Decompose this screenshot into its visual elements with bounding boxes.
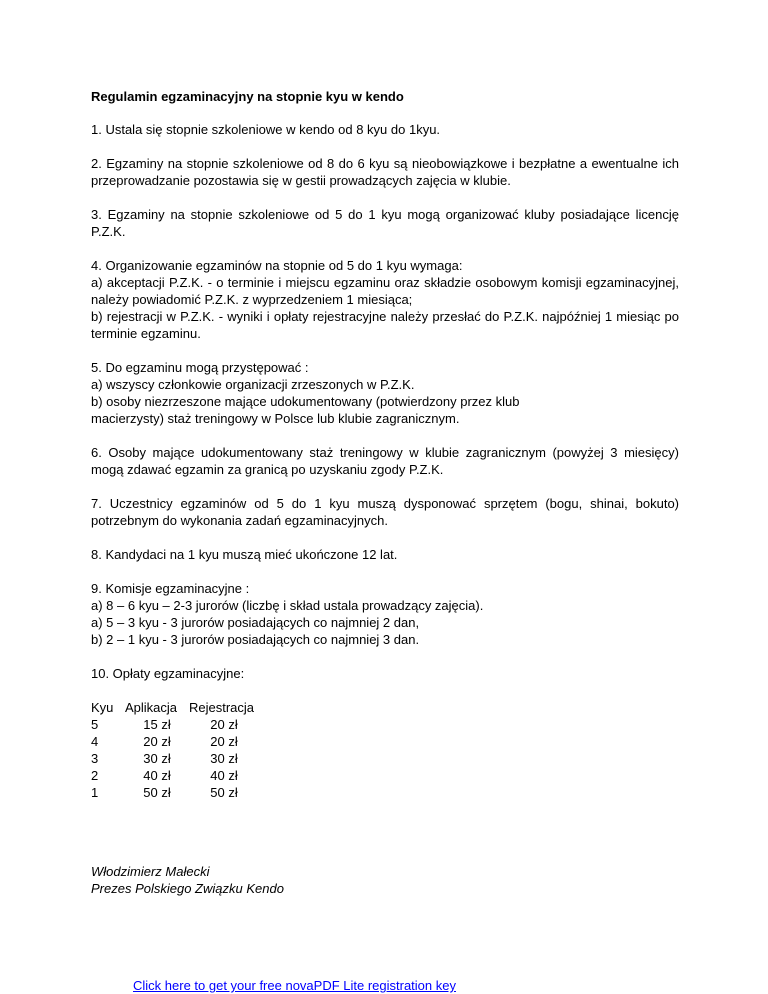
paragraph-9-intro: 9. Komisje egzaminacyjne :	[91, 581, 250, 596]
table-row	[91, 733, 259, 750]
paragraph-8: 8. Kandydaci na 1 kyu muszą mieć ukończone 12 lat.	[91, 547, 398, 562]
fee-cell-rejestracja: 20 zł	[210, 734, 238, 749]
signature-name: Włodzimierz Małecki	[91, 864, 210, 879]
fee-cell-aplikacja: 40 zł	[143, 768, 171, 783]
paragraph-4-intro: 4. Organizowanie egzaminów na stopnie od 5 do 1 kyu wymaga:	[91, 258, 463, 273]
table-row	[91, 767, 259, 784]
paragraph-9-item-a2: a) 5 – 3 kyu - 3 jurorów posiadających co najmniej 2 dan,	[91, 615, 420, 630]
fee-cell-rejestracja: 40 zł	[210, 768, 238, 783]
paragraph-9-item-b: b) 2 – 1 kyu - 3 jurorów posiadających co najmniej 3 dan.	[91, 632, 420, 647]
paragraph-7: 7. Uczestnicy egzaminów od 5 do 1 kyu muszą dysponować sprzętem (bogu, shinai, bokuto) potrzebnym do wykonania zadań egzaminacyjnych.	[91, 496, 679, 528]
paragraph-5-item-a: a) wszyscy członkowie organizacji zrzeszonych w P.Z.K.	[91, 377, 415, 392]
paragraph-9	[91, 580, 679, 648]
fee-header-aplikacja: Aplikacja	[125, 700, 178, 715]
paragraph-3: 3. Egzaminy na stopnie szkoleniowe od 5 do 1 kyu mogą organizować kluby posiadające licencję P.Z.K.	[91, 207, 679, 239]
fee-cell-aplikacja: 30 zł	[143, 751, 171, 766]
paragraph-5-item-b-line1: b) osoby niezrzeszone mające udokumentowany (potwierdzony przez klub	[91, 394, 520, 409]
fee-cell-kyu: 2	[91, 768, 99, 783]
paragraph-2: 2. Egzaminy na stopnie szkoleniowe od 8 do 6 kyu są nieobowiązkowe i bezpłatne a ewentualne ich przeprowadzanie pozostawia się w gestii prowadzących zajęcia w klubie.	[91, 156, 679, 188]
paragraph-1: 1. Ustala się stopnie szkoleniowe w kendo od 8 kyu do 1kyu.	[91, 122, 441, 137]
fee-header-kyu: Kyu	[91, 700, 114, 715]
table-row	[91, 784, 259, 801]
document-page	[91, 88, 679, 897]
fee-cell-kyu: 5	[91, 717, 99, 732]
document-title: Regulamin egzaminacyjny na stopnie kyu w kendo	[91, 89, 404, 104]
paragraph-5-item-b-line2: macierzysty) staż treningowy w Polsce lub klubie zagranicznym.	[91, 411, 460, 426]
novapdf-registration-link[interactable]: Click here to get your free novaPDF Lite registration key	[133, 978, 456, 993]
fee-cell-rejestracja: 50 zł	[210, 785, 238, 800]
paragraph-5-intro: 5. Do egzaminu mogą przystępować :	[91, 360, 309, 375]
fee-cell-rejestracja: 20 zł	[210, 717, 238, 732]
paragraph-10: 10. Opłaty egzaminacyjne:	[91, 666, 245, 681]
fee-table	[91, 699, 259, 801]
paragraph-5	[91, 359, 679, 427]
fee-cell-aplikacja: 50 zł	[143, 785, 171, 800]
fee-cell-kyu: 4	[91, 734, 99, 749]
signature-block	[91, 863, 679, 897]
fee-cell-aplikacja: 20 zł	[143, 734, 171, 749]
table-row	[91, 716, 259, 733]
table-row	[91, 750, 259, 767]
paragraph-9-item-a1: a) 8 – 6 kyu – 2-3 jurorów (liczbę i skład ustala prowadzący zajęcia).	[91, 598, 484, 613]
paragraph-4-item-a: a) akceptacji P.Z.K. - o terminie i miejscu egzaminu oraz składzie osobowym komisji egzaminacyjnej, należy powiadomić P.Z.K. z wyprzedzeniem 1 miesiąca;	[91, 275, 679, 307]
signature-role: Prezes Polskiego Związku Kendo	[91, 881, 284, 896]
fee-cell-rejestracja: 30 zł	[210, 751, 238, 766]
paragraph-4	[91, 257, 679, 342]
fee-cell-kyu: 1	[91, 785, 99, 800]
fee-cell-kyu: 3	[91, 751, 99, 766]
fee-cell-aplikacja: 15 zł	[143, 717, 171, 732]
paragraph-4-item-b: b) rejestracji w P.Z.K. - wyniki i opłaty rejestracyjne należy przesłać do P.Z.K. najpóźniej 1 miesiąc po terminie egzaminu.	[91, 309, 679, 341]
fee-table-header-row	[91, 699, 259, 716]
paragraph-6: 6. Osoby mające udokumentowany staż treningowy w klubie zagranicznym (powyżej 3 miesięcy) mogą zdawać egzamin za granicą po uzyskaniu zgody P.Z.K.	[91, 445, 679, 477]
fee-header-rejestracja: Rejestracja	[189, 700, 255, 715]
